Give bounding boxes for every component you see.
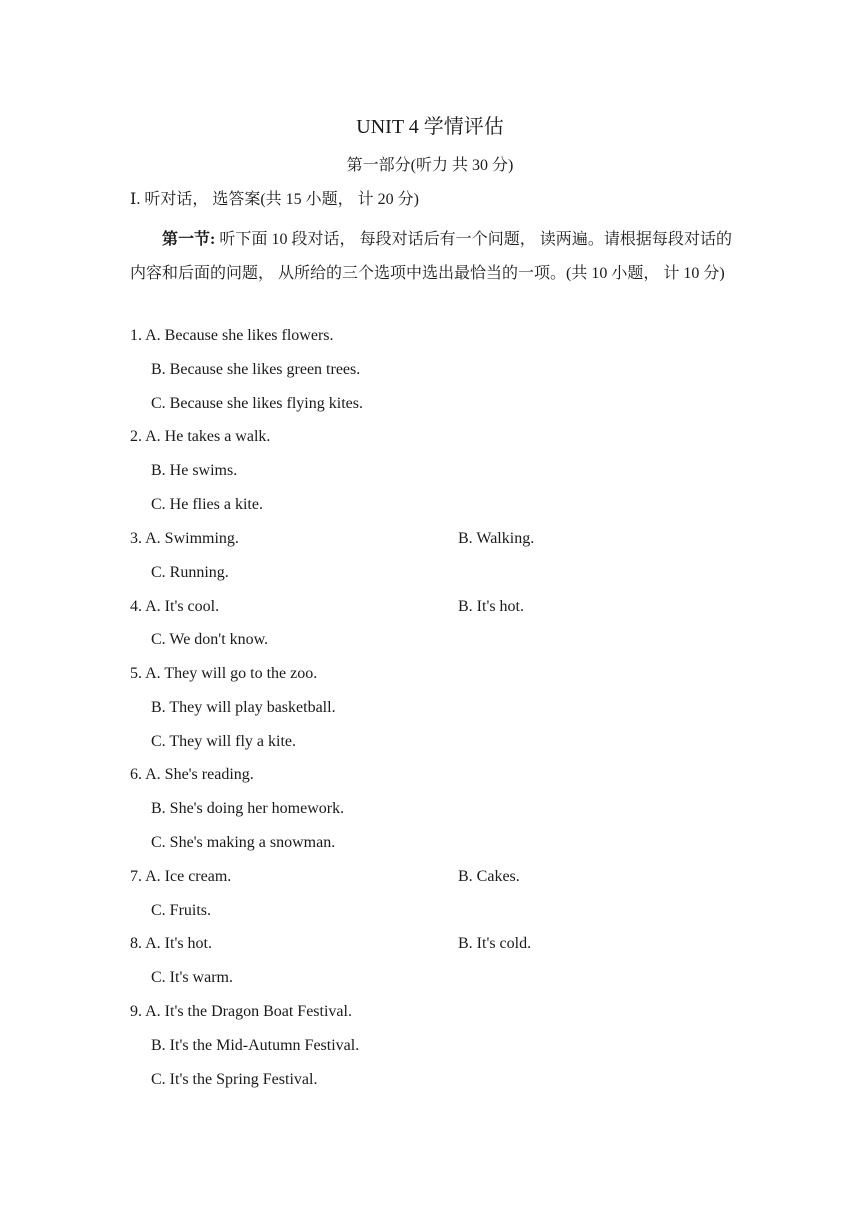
question-9-option-b[interactable]: B. It's the Mid-Autumn Festival. (151, 1037, 360, 1054)
section-heading: Ⅰ. 听对话， 选答案(共 15 小题， 计 20 分) (130, 191, 419, 208)
question-9-option-a[interactable]: 9. A. It's the Dragon Boat Festival. (130, 1003, 352, 1020)
question-3-option-b[interactable]: B. Walking. (458, 530, 535, 547)
question-5-option-a[interactable]: 5. A. They will go to the zoo. (130, 665, 318, 682)
question-5-option-c[interactable]: C. They will fly a kite. (151, 733, 297, 750)
question-6-option-a[interactable]: 6. A. She's reading. (130, 766, 254, 783)
question-9-option-c[interactable]: C. It's the Spring Festival. (151, 1071, 318, 1088)
question-1-option-c[interactable]: C. Because she likes flying kites. (151, 395, 363, 412)
question-3-option-a[interactable]: 3. A. Swimming. (130, 530, 239, 547)
instructions-label: 第一节: (162, 231, 216, 248)
question-4-option-a[interactable]: 4. A. It's cool. (130, 598, 220, 615)
question-3-option-c[interactable]: C. Running. (151, 564, 229, 581)
question-7-option-c[interactable]: C. Fruits. (151, 902, 212, 919)
question-8-option-a[interactable]: 8. A. It's hot. (130, 935, 212, 952)
question-4-option-b[interactable]: B. It's hot. (458, 598, 524, 615)
part-heading: 第一部分(听力 共 30 分) (346, 157, 514, 174)
question-7-option-b[interactable]: B. Cakes. (458, 868, 520, 885)
question-6-option-b[interactable]: B. She's doing her homework. (151, 800, 345, 817)
question-2-option-b[interactable]: B. He swims. (151, 462, 238, 479)
instructions-text: 听下面 10 段对话， 每段对话后有一个问题， 读两遍。请根据每段对话的内容和后面的问题， 从所给的三个选项中选出最恰当的一项。(共 10 小题， 计 10 分) (130, 231, 732, 282)
question-1-option-b[interactable]: B. Because she likes green trees. (151, 361, 361, 378)
page-title: UNIT 4 学情评估 (356, 116, 504, 138)
question-8-option-c[interactable]: C. It's warm. (151, 969, 233, 986)
question-4-option-c[interactable]: C. We don't know. (151, 631, 269, 648)
question-6-option-c[interactable]: C. She's making a snowman. (151, 834, 336, 851)
question-8-option-b[interactable]: B. It's cold. (458, 935, 532, 952)
question-2-option-c[interactable]: C. He flies a kite. (151, 496, 263, 513)
instructions-paragraph (130, 223, 732, 291)
question-1-option-a[interactable]: 1. A. Because she likes flowers. (130, 327, 334, 344)
question-2-option-a[interactable]: 2. A. He takes a walk. (130, 428, 271, 445)
question-5-option-b[interactable]: B. They will play basketball. (151, 699, 336, 716)
question-7-option-a[interactable]: 7. A. Ice cream. (130, 868, 232, 885)
